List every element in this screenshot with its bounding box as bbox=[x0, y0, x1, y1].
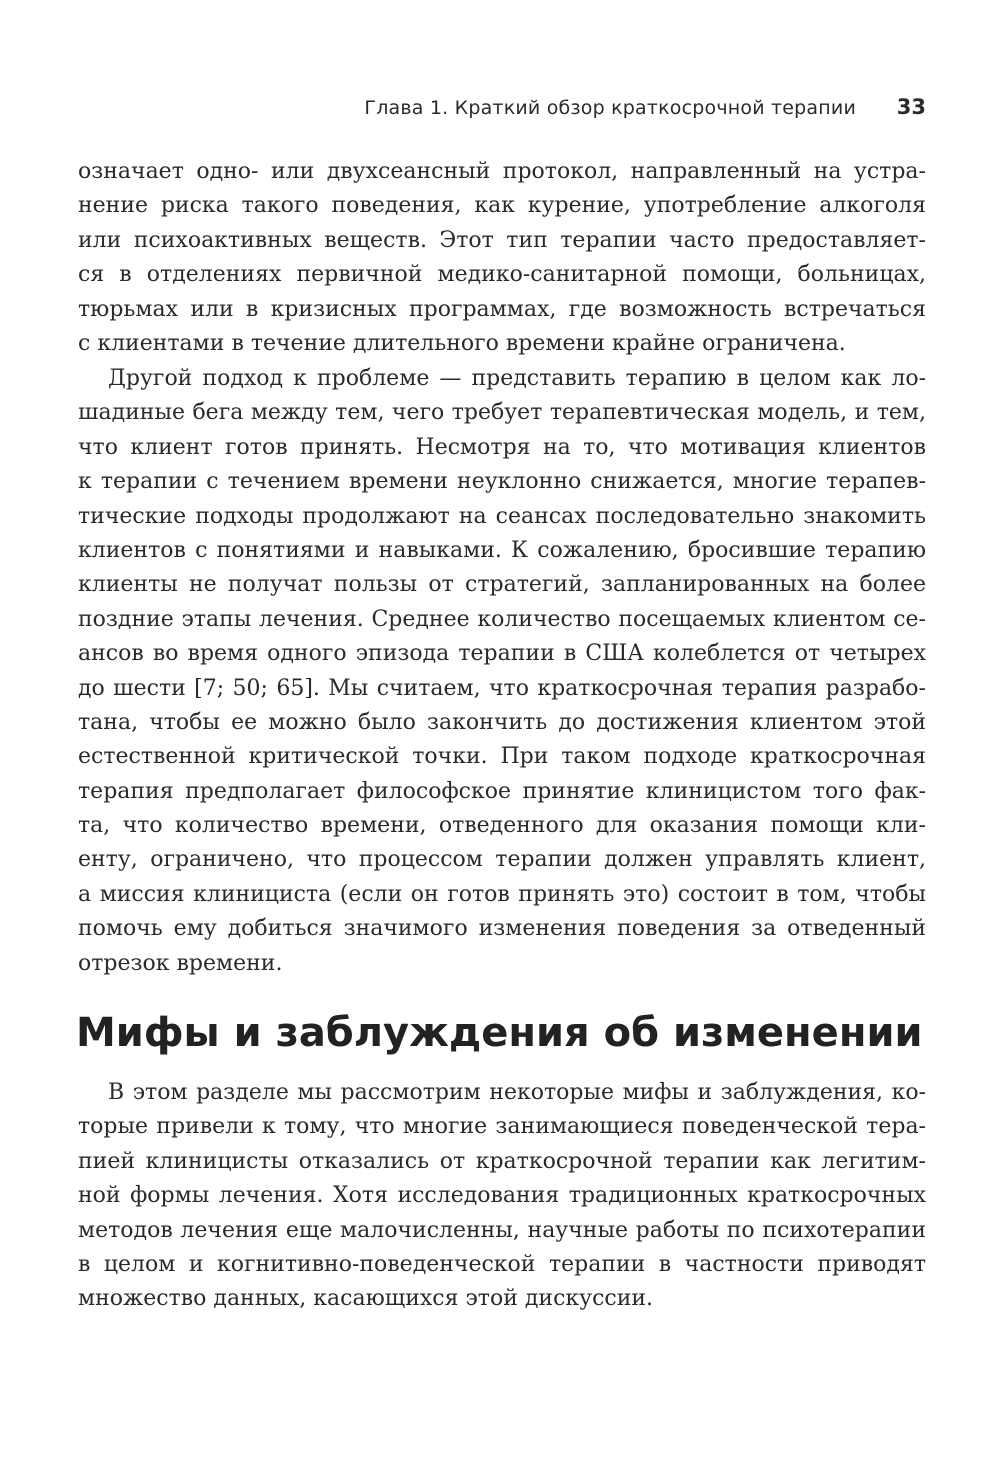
chapter-title: Глава 1. Краткий обзор краткосрочной терапии bbox=[364, 97, 856, 119]
text-line: тана, чтобы ее можно было закончить до достижения клиентом этой bbox=[78, 709, 926, 735]
section-heading: Мифы и заблуждения об изменении bbox=[76, 1010, 923, 1056]
text-line: помочь ему добиться значимого изменения поведения за отведенный bbox=[78, 916, 926, 942]
text-line: до шести [7; 50; 65]. Мы считаем, что краткосрочная терапия разрабо- bbox=[78, 675, 926, 701]
text-line: поздние этапы лечения. Среднее количество посещаемых клиентом се- bbox=[78, 606, 926, 632]
text-line: та, что количество времени, отведенного для оказания помощи кли- bbox=[78, 813, 926, 839]
text-line: что клиент готов принять. Несмотря на то, что мотивация клиентов bbox=[78, 434, 926, 460]
text-line: тюрьмах или в кризисных программах, где возможность встречаться bbox=[78, 296, 926, 322]
text-line: шадиные бега между тем, чего требует терапевтическая модель, и тем, bbox=[78, 400, 926, 426]
text-line: клиентов с понятиями и навыками. К сожалению, бросившие терапию bbox=[78, 537, 926, 563]
text-line: методов лечения еще малочисленны, научные работы по психотерапии bbox=[78, 1217, 926, 1243]
text-line: естественной критической точки. При таком подходе краткосрочная bbox=[78, 744, 926, 770]
text-line: ной формы лечения. Хотя исследования традиционных краткосрочных bbox=[78, 1183, 926, 1209]
text-line: отрезок времени. bbox=[78, 950, 283, 976]
text-line: а миссия клинициста (если он готов принять это) состоит в том, чтобы bbox=[78, 881, 926, 907]
text-line: с клиентами в течение длительного времени крайне ограничена. bbox=[78, 330, 846, 356]
paragraph-2 bbox=[78, 362, 926, 981]
text-line: пией клиницисты отказались от краткосрочной терапии как легитим- bbox=[78, 1148, 926, 1174]
paragraph-3 bbox=[78, 1076, 926, 1317]
text-line: торые привели к тому, что многие занимающиеся поведенческой тера- bbox=[78, 1114, 926, 1140]
text-line: к терапии с течением времени неуклонно снижается, многие терапев- bbox=[78, 469, 926, 495]
text-line: множество данных, касающихся этой дискуссии. bbox=[78, 1286, 654, 1312]
text-line: означает одно- или двухсеансный протокол, направленный на устра- bbox=[78, 159, 926, 184]
text-line: или психоактивных веществ. Этот тип терапии часто предоставляет- bbox=[78, 227, 926, 253]
text-line: ся в отделениях первичной медико-санитарной помощи, больницах, bbox=[78, 262, 926, 288]
paragraph-1 bbox=[78, 155, 926, 361]
text-line: ансов во время одного эпизода терапии в США колеблется от четырех bbox=[78, 641, 926, 667]
text-line: терапия предполагает философское принятие клиницистом того фак- bbox=[78, 778, 926, 804]
text-line: енту, ограничено, что процессом терапии должен управлять клиент, bbox=[78, 847, 926, 873]
text-line: тические подходы продолжают на сеансах последовательно знакомить bbox=[78, 503, 926, 529]
text-line: в целом и когнитивно-поведенческой терапии в частности приводят bbox=[78, 1251, 926, 1277]
page-number: 33 bbox=[896, 95, 926, 119]
text-line: Другой подход к проблеме — представить терапию в целом как ло- bbox=[108, 366, 926, 391]
text-line: нение риска такого поведения, как курение, употребление алкоголя bbox=[78, 193, 926, 219]
running-header bbox=[78, 97, 926, 131]
text-line: клиенты не получат пользы от стратегий, запланированных на более bbox=[78, 572, 926, 598]
text-line: В этом разделе мы рассмотрим некоторые мифы и заблуждения, ко- bbox=[108, 1080, 926, 1105]
